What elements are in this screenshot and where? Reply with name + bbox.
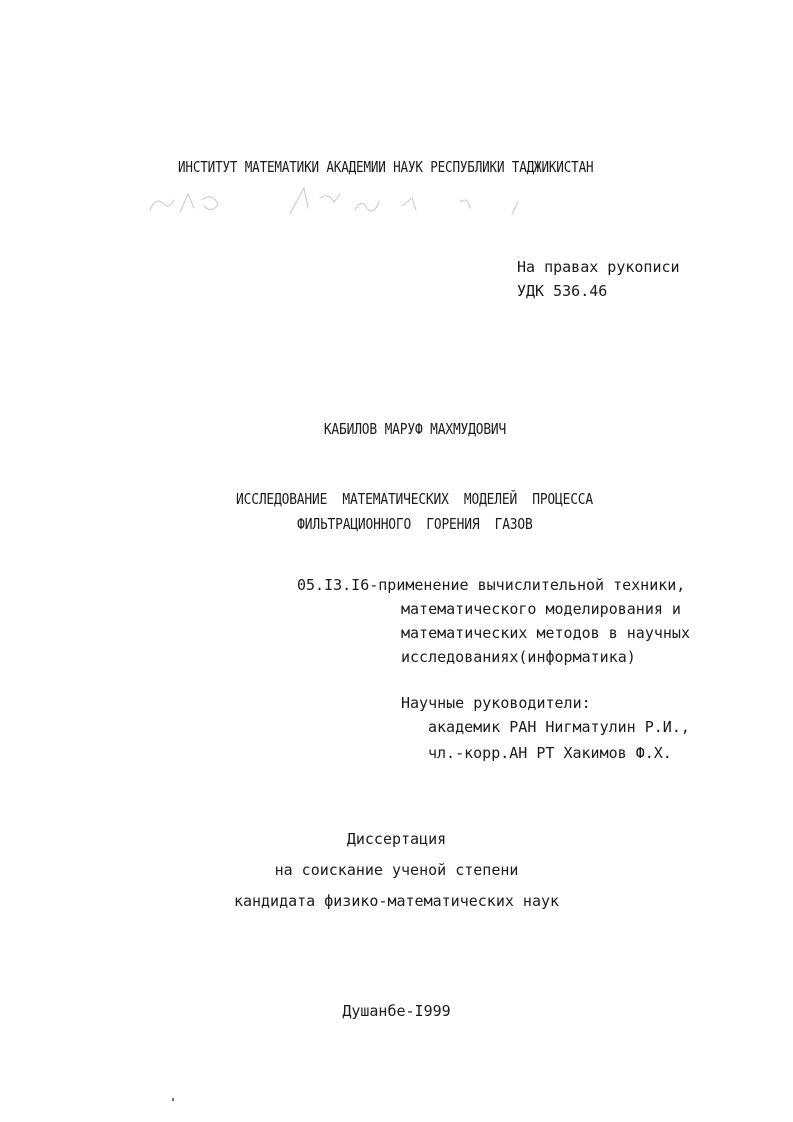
title-line-1-text: ИССЛЕДОВАНИЕ МАТЕМАТИЧЕСКИХ МОДЕЛЕЙ ПРОЦЕССА	[236, 490, 594, 508]
author-name	[0, 399, 793, 459]
institute-header-text: ИНСТИТУТ МАТЕМАТИКИ АКАДЕМИИ НАУК РЕСПУБЛИКИ ТАДЖИКИСТАН	[178, 158, 594, 176]
degree-line-1: Диссертация	[346, 830, 447, 848]
specialty-line-3: математических методов в научных	[401, 624, 690, 642]
specialty-line-4: исследованиях(информатика)	[401, 648, 636, 666]
advisors-heading: Научные руководители:	[401, 694, 591, 712]
advisor-1: академик РАН Нигматулин Р.И.,	[428, 718, 690, 736]
udk-code: УДК 536.46	[517, 282, 608, 300]
advisor-2: чл.-корр.АН РТ Хакимов Ф.Х.	[428, 744, 672, 762]
specialty-code-line: 05.I3.I6-применение вычислительной техники,	[297, 576, 686, 594]
author-name-text: КАБИЛОВ МАРУФ МАХМУДОВИЧ	[323, 420, 506, 438]
title-line-2	[0, 494, 793, 554]
degree-line-2: на соискание ученой степени	[274, 861, 519, 879]
scan-speck	[172, 1098, 174, 1101]
title-line-2-text: ФИЛЬТРАЦИОННОГО ГОРЕНИЯ ГАЗОВ	[296, 515, 533, 533]
degree-line-3: кандидата физико-математических наук	[233, 892, 560, 910]
handwritten-mark	[140, 170, 560, 230]
rights-reserved: На правах рукописи	[517, 258, 680, 276]
specialty-line-2: математического моделирования и	[401, 600, 681, 618]
place-year: Душанбе-I999	[342, 1002, 451, 1020]
